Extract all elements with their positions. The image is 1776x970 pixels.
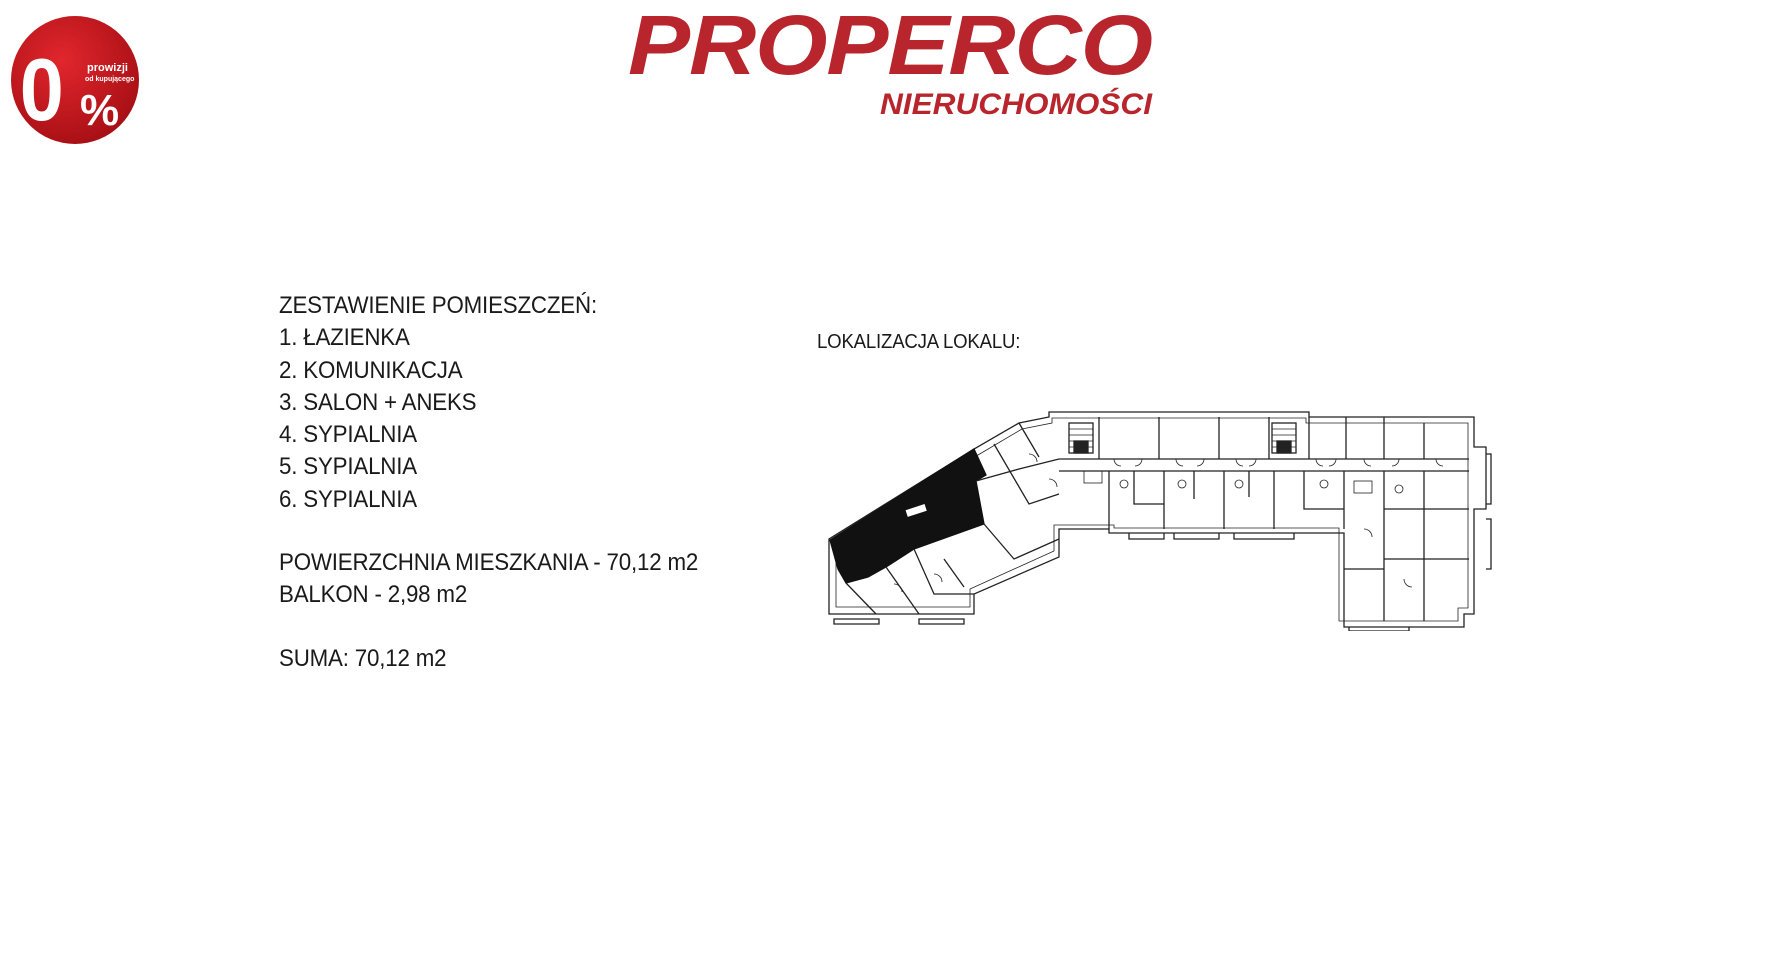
room-summary: [279, 290, 698, 675]
wall: [976, 459, 1059, 481]
balcony: [834, 619, 964, 624]
badge-line2: od kupującego: [85, 76, 135, 83]
fixture: [1235, 480, 1243, 488]
fixture: [1120, 480, 1128, 488]
wall: [1134, 471, 1344, 509]
location-label: LOKALIZACJA LOKALU:: [817, 331, 1021, 353]
room-item: 5. SYPIALNIA: [279, 453, 417, 481]
wall: [994, 444, 1059, 504]
balcony: [1486, 454, 1491, 569]
logo-subtitle: NIERUCHOMOŚCI: [880, 88, 1139, 121]
fixture: [1178, 480, 1186, 488]
wall: [1019, 423, 1039, 457]
zero-commission-badge: [9, 14, 141, 146]
balcony-area: BALKON - 2,98 m2: [279, 581, 468, 609]
building-floor-plan: [824, 409, 1500, 631]
wall: [944, 559, 964, 587]
apartment-area: POWIERZCHNIA MIESZKANIA - 70,12 m2: [279, 549, 699, 577]
fixture: [1395, 485, 1403, 493]
room-item: 3. SALON + ANEKS: [279, 388, 477, 416]
fixture: [1354, 481, 1372, 493]
spacer: [279, 516, 698, 547]
spacer: [279, 612, 698, 643]
wall: [846, 583, 876, 614]
fixture: [1084, 471, 1102, 483]
elevator: [1074, 441, 1088, 453]
wall: [1109, 471, 1424, 621]
badge-percent: %: [80, 86, 120, 135]
total-area: SUMA: 70,12 m2: [279, 644, 447, 672]
room-item: 2. KOMUNIKACJA: [279, 356, 463, 384]
room-item: 6. SYPIALNIA: [279, 485, 417, 513]
badge-zero: 0: [19, 40, 64, 139]
room-item: 4. SYPIALNIA: [279, 421, 417, 449]
elevator: [1277, 441, 1291, 453]
room-item: 1. ŁAZIENKA: [279, 324, 410, 352]
badge-line1: prowizji: [87, 62, 128, 74]
wall: [1344, 509, 1469, 569]
properco-logo: [620, 4, 1160, 122]
balcony: [1129, 533, 1294, 539]
wall: [914, 549, 974, 594]
rooms-heading: ZESTAWIENIE POMIESZCZEŃ:: [279, 292, 597, 319]
logo-brand-name: PROPERCO: [628, 4, 1152, 92]
fixture: [1320, 480, 1328, 488]
